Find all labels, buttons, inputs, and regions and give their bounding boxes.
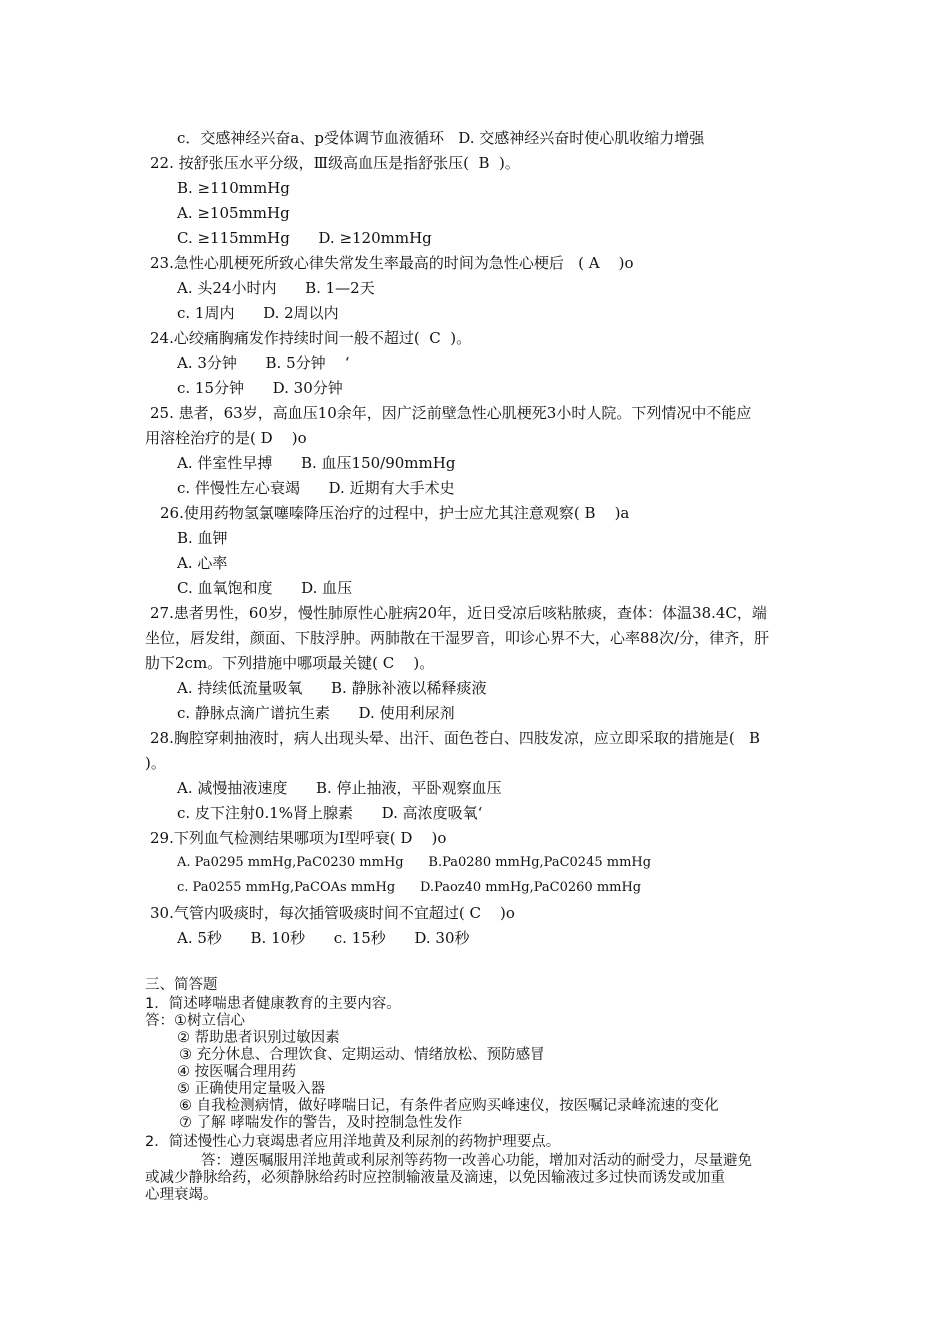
question-22: 22. 按舒张压水平分级，Ⅲ级高血压是指舒张压( B )。 — [150, 154, 520, 172]
option-line: A. 减慢抽液速度 B. 停止抽液，平卧观察血压 — [177, 779, 502, 797]
option-line: A. 持续低流量吸氧 B. 静脉补液以稀释痰液 — [177, 679, 487, 697]
question-26: 26.使用药物氢氯噻嗪降压治疗的过程中，护士应尤其注意观察( B )a — [160, 504, 630, 522]
question-30: 30.气管内吸痰时，每次插管吸痰时间不宜超过( C )o — [150, 904, 515, 922]
option-line: C. 血氧饱和度 D. 血压 — [177, 579, 353, 597]
answer-paragraph: 或减少静脉给药，必须静脉给药时应控制输液量及滴速，以免因输液过多过快而诱发或加重 — [145, 1170, 725, 1186]
option-line: c. 静脉点滴广谱抗生素 D. 使用利尿剂 — [177, 704, 455, 722]
option-line: B. 血钾 — [177, 529, 228, 547]
question-27-cont: 肋下2cm。下列措施中哪项最关键( C )。 — [145, 654, 435, 672]
option-line: c. 皮下注射0.1%肾上腺素 D. 高浓度吸氧‘ — [177, 804, 483, 822]
option-line: A. 心率 — [177, 554, 228, 572]
question-25: 25. 患者，63岁，高血压10余年，因广泛前壁急性心肌梗死3小时人院。下列情况中不能应 — [150, 404, 752, 422]
answer-paragraph: 心理衰竭。 — [145, 1187, 218, 1203]
option-line: c. 1周内 D. 2周以内 — [177, 304, 339, 322]
option-line: A. 伴室性早搏 B. 血压150/90mmHg — [177, 454, 456, 472]
option-line: c．交感神经兴奋a、p受体调节血液循环 D. 交感神经兴奋时使心肌收缩力增强 — [177, 129, 705, 147]
option-line: A. Pa0295 mmHg,PaC0230 mmHg B.Pa0280 mmHg,PaC0245 mmHg — [177, 855, 652, 870]
answer-line: ③ 充分休息、合理饮食、定期运动、情绪放松、预防感冒 — [179, 1047, 545, 1063]
answer-line: ⑥ 自我检测病情，做好哮喘日记，有条件者应购买峰速仪，按医嘱记录峰流速的变化 — [179, 1098, 719, 1114]
short-question-1: 1．简述哮喘患者健康教育的主要内容。 — [145, 996, 401, 1012]
question-28-cont: )。 — [145, 754, 166, 772]
short-question-2: 2．简述慢性心力衰竭患者应用洋地黄及利尿剂的药物护理要点。 — [145, 1134, 561, 1150]
answer-line: ④ 按医嘱合理用药 — [177, 1064, 297, 1080]
question-24: 24.心绞痛胸痛发作持续时间一般不超过( C )。 — [150, 329, 472, 347]
question-27-cont: 坐位，唇发绀，颜面、下肢浮肿。两肺散在干湿罗音，叩诊心界不大，心率88次/分，律齐，肝 — [145, 629, 770, 647]
question-25-cont: 用溶栓治疗的是( D )o — [145, 429, 307, 447]
answer-line: ⑤ 正确使用定量吸入器 — [177, 1081, 326, 1097]
option-line: A. ≥105mmHg — [177, 204, 290, 222]
question-27: 27.患者男性，60岁，慢性肺原性心脏病20年，近日受凉后咳粘脓痰，查体：体温38.4C，端 — [150, 604, 767, 622]
option-line: c. 15分钟 D. 30分钟 — [177, 379, 343, 397]
option-line: A. 3分钟 B. 5分钟 ‘ — [177, 354, 350, 372]
question-23: 23.急性心肌梗死所致心律失常发生率最高的时间为急性心梗后 ( A )o — [150, 254, 634, 272]
question-29: 29.下列血气检测结果哪项为Ⅰ型呼衰( D )o — [150, 829, 447, 847]
question-28: 28.胸腔穿刺抽液时，病人出现头晕、出汗、面色苍白、四肢发凉，应立即采取的措施是( B — [150, 729, 761, 747]
section-heading: 三、简答题 — [145, 977, 218, 993]
option-line: B. ≥110mmHg — [177, 179, 290, 197]
option-line: A. 头24小时内 B. 1—2天 — [177, 279, 375, 297]
answer-line: ② 帮助患者识别过敏因素 — [177, 1030, 340, 1046]
option-line: c. 伴慢性左心衰竭 D. 近期有大手术史 — [177, 479, 455, 497]
answer-line: 答：①树立信心 — [145, 1013, 245, 1029]
answer-paragraph: 答：遵医嘱服用洋地黄或利尿剂等药物一改善心功能，增加对活动的耐受力，尽量避免 — [201, 1153, 752, 1169]
answer-line: ⑦ 了解 哮喘发作的警告，及时控制急性发作 — [179, 1115, 463, 1131]
option-line: c. Pa0255 mmHg,PaCOAs mmHg D.Paoz40 mmHg,PaC0260 mmHg — [177, 880, 642, 895]
option-line: C. ≥115mmHg D. ≥120mmHg — [177, 229, 432, 247]
option-line: A. 5秒 B. 10秒 c. 15秒 D. 30秒 — [177, 929, 470, 947]
